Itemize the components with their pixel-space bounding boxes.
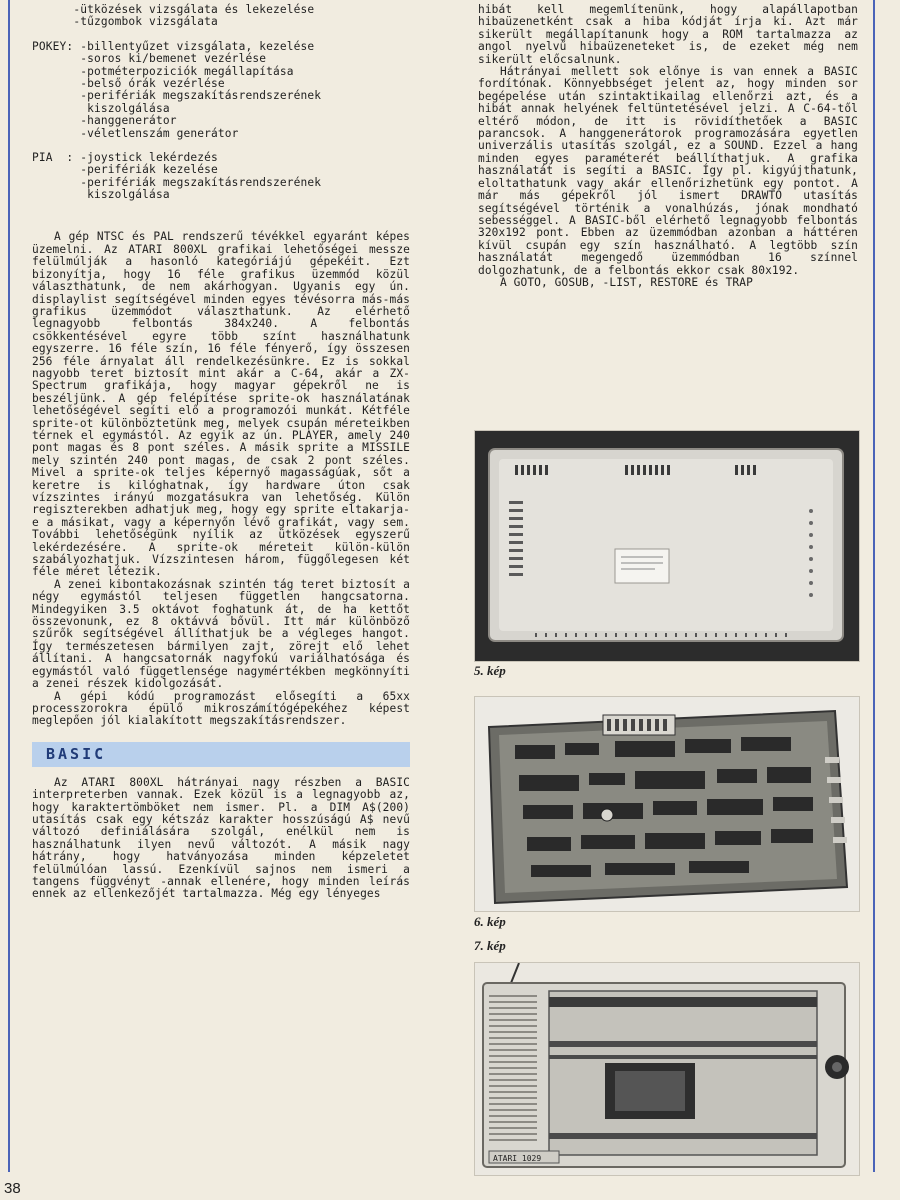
list-line: -véletlenszám generátor [32,126,239,140]
section-title: BASIC [46,745,107,764]
body-paragraph: A zenei kibontakozásnak szintén tág teret biztosít a négy egymástól teljesen független hangcsatorna. Mindegyiken 3.5 oktávot foghatunk át, de ha kettőt összevonunk, ez 8 oktávvá bővül. Itt már különböző szűrők segítségével állíthatjuk be a végleges hangot. Így természetesen bármilyen zajt, zörejt elő lehet állítani. A hangcsatornák nagyfokú variálhatósága és egymástól való függetlensége nagymértékben megkönnyíti a zenei részek kidolgozását. [32,577,410,691]
list-line: -perifériák megszakításrendszerének [32,175,322,189]
figure-7-photo [474,962,860,1176]
body-paragraph: Az ATARI 800XL hátrányai nagy részben a BASIC interpreterben vannak. Ezek közül is a legnagyobb az, hogy karaktertömböket nem ismer. Pl. a DIM A$(200) utasítás csak egy kétszáz karakter hosszúságú A$ nevű változó definiálására szolgál, enélkül nem is használhatunk ilyen nevű változót. A másik nagy hátrány, hogy hatványozása minden képzeletet felülmúlóan lassú. Ezenkívül sajnos nem ismeri a tangens függvényt -annak ellenére, hogy minden leírás ennek az ellenkezőjét tartalmazza. Még egy lényeges [32,775,410,901]
list-line: -hanggenerátor [32,114,177,128]
figure-5-photo [474,430,860,662]
list-line: kiszolgálása [32,188,170,202]
figure-7-caption: 7. kép [474,938,506,953]
list-line: kiszolgálása [32,101,170,115]
section-header-basic [32,742,410,767]
list-line: -perifériák megszakításrendszerének [32,89,322,103]
right-column [478,4,858,289]
list-line: -soros ki/bemenet vezérlése [32,52,267,66]
list-line: PIA : -joystick lekérdezés [32,150,218,164]
body-paragraph: A GOTO, GOSUB, -LIST, RESTORE és TRAP [500,275,753,289]
list-line: -perifériák kezelése [32,163,218,177]
computer-underside-image [475,431,859,661]
body-paragraph: A gép NTSC és PAL rendszerű tévékkel egyaránt képes üzemelni. Az ATARI 800XL grafikai lehetőségei messze felülmúlják a hasonló kategóriájú gépekéit. Ezt bizonyítja, hogy 16 féle grafikus üzemmód közül választhatunk, de nem akárhogyan. Ugyanis egy ún. displaylist segítségével minden egyes tévésorra más-más grafikus üzemmódot választhatunk. Az elérhető legnagyobb felbontás 384x240. A felbontás csökkentésével egyre több színt használhatunk egyszerre. 16 féle szín, 16 féle fényerő, így összesen 256 féle árnyalat áll rendelkezésünkre. Ez is sokkal nagyobb teret biztosít mint akár a C-64, akár a ZX-Spectrum grafikája, hogy magyar gépekről ne is beszéljünk. A gép felépítése sprite-ok használatának lehetőségével segíti elő a programozói munkát. Kétféle sprite-ot különböztetünk meg, melyek csupán méreteikben térnek el egymástól. Az egyik az ún. PLAYER, amely 240 pont magas és 8 pont széles. A másik sprite a MISSILE mely szintén 240 pont magas, de csak 2 pont széles. Mivel a sprite-ok teljes képernyő magasságúak, sőt a keretre is kilóghatnak, így hardware úton csak vízszintes irányú mozgatásukra van lehetőség. Külön regiszterekben adhatjuk meg, hogy egy sprite eltakarja-e a másikat, vagy a képernyőn lévő grafikát, vagy sem. További lehetőségünk nyílik az ütközések egyszerű lekérdezésére. A sprite-ok méreteit külön-külön szabályozhatjuk. Vízszintesen három, függőlegesen két féle méret létezik. [32,230,410,579]
circuit-board-image [475,697,859,911]
body-paragraph: hibát kell megemlítenünk, hogy alapállapotban hibaüzenetként csak a hiba kódját írja ki. Azt már sikerült megállapítanunk hogy a ROM tartalmazza az angol nyelvű hibaüzeneteket is, de ezeket még nem sikerült előcsalnunk. [478,3,858,66]
printer-image [475,963,859,1175]
list-line: -belső órák vezérlése [32,76,225,90]
right-margin-rule [873,0,875,1172]
antic-gtia-list [32,4,410,29]
figure-6-photo [474,696,860,912]
figure-5-caption: 5. kép [474,663,506,678]
printer-model-label: ATARI 1029 [493,1154,542,1163]
pokey-list [32,41,410,140]
left-margin-rule [8,0,10,1172]
list-line: -potméterpoziciók megállapítása [32,64,294,78]
pia-list [32,152,410,202]
list-line: -ütközések vizsgálata és lekezelése [32,3,315,16]
body-paragraph: A gépi kódú programozást elősegíti a 65xx processzorokra épülő mikroszámítógépekéhez képest meglepően jól kialakított megszakításrendszer. [32,689,410,728]
list-line: -tűzgombok vizsgálata [32,15,218,29]
list-line: POKEY: -billentyűzet vizsgálata, kezelése [32,39,315,53]
figure-6-caption: 6. kép [474,914,506,929]
left-column [32,4,410,901]
body-paragraph: Hátrányai mellett sok előnye is van ennek a BASIC fordítónak. Könnyebbséget jelent az, hogy minden sor begépelése után szintaktikailag ellenőrzi azt, és a hibát annak helyének feltüntetésével jelzi. A C-64-től eltérő módon, de itt is rövidíthetőek a BASIC parancsok. A hanggenerátorok programozására egyetlen univerzális utasítás szolgál, ez a SOUND. Ezzel a hang minden egyes paraméterét beállíthatjuk. A grafika használatát is segíti a BASIC. Így pl. kigyújthatunk, eloltathatunk vagy akár ellenőrizhetünk egy pontot. A már más gépekről jól ismert DRAWTO utasítás segítségével történik a vonalhúzás, jónak mondható sebességgel. A BASIC-ből elérhető legnagyobb felbontás 320x192 pont. Ebben az üzemmódban azonban a háttéren kívül csupán egy szín használható. A legtöbb szín használatát megengedő üzemmódban 16 színnel dolgozhatunk, de a felbontás ekkor csak 80x192. [478,65,858,277]
page-number: 38 [4,1180,21,1197]
